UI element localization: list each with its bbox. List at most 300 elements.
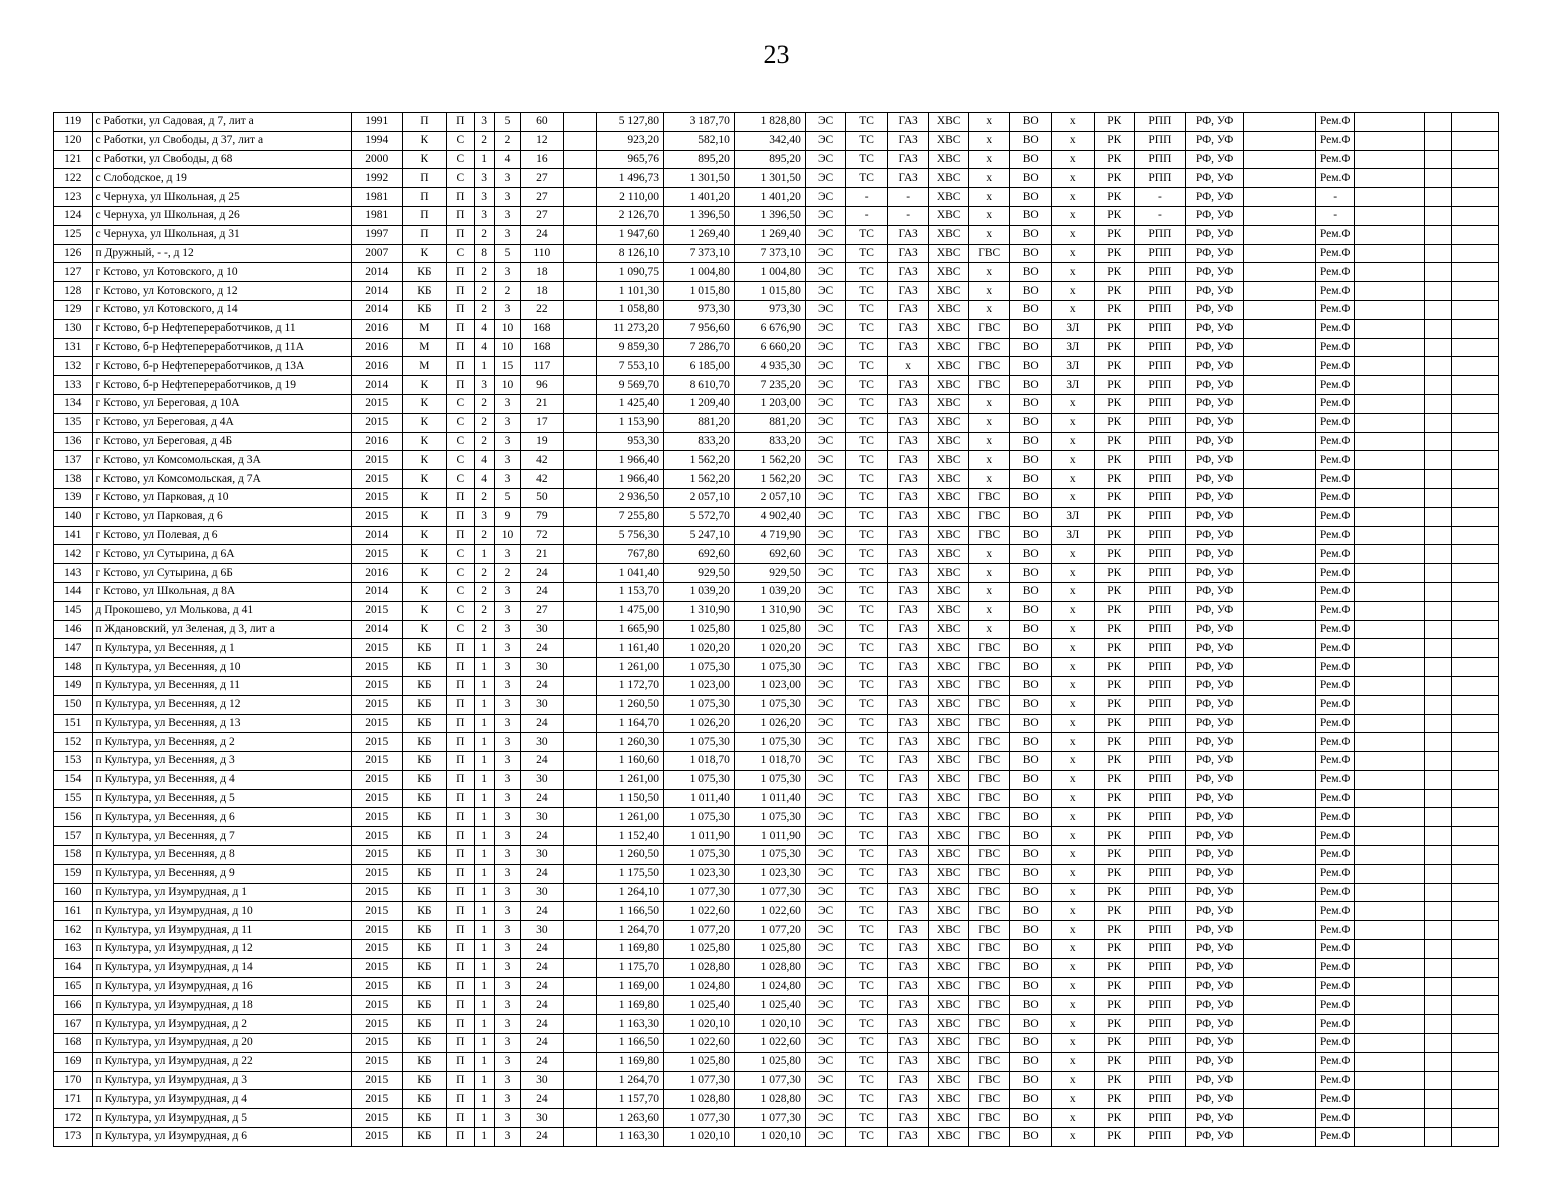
- cell-address: г Кстово, ул Комсомольская, д 3А: [92, 451, 351, 470]
- cell-facade: РФ, УФ: [1185, 169, 1244, 188]
- table-row: [54, 263, 1499, 282]
- cell-entrances: 1: [474, 1071, 494, 1090]
- cell-facade: РФ, УФ: [1185, 714, 1244, 733]
- table-row: [54, 188, 1499, 207]
- cell-garbage: х: [1051, 620, 1094, 639]
- cell-blank-b: [1354, 1034, 1424, 1053]
- cell-project-type: С: [447, 150, 474, 169]
- cell-address: п Культура, ул Весенняя, д 6: [92, 808, 351, 827]
- cell-year: 2014: [351, 282, 402, 301]
- cell-blank-d: [1452, 169, 1499, 188]
- cell-blank-b: [1354, 714, 1424, 733]
- cell-blank-b: [1354, 601, 1424, 620]
- cell-blank-b: [1354, 1109, 1424, 1128]
- cell-roof: РК: [1094, 620, 1135, 639]
- cell-cold-water: ХВС: [929, 958, 969, 977]
- cell-row-number: 169: [54, 1052, 93, 1071]
- cell-elevator: РПП: [1135, 676, 1186, 695]
- cell-row-number: 128: [54, 282, 93, 301]
- cell-heating: ТС: [846, 413, 888, 432]
- cell-entrances: 4: [474, 451, 494, 470]
- cell-hot-water: х: [968, 150, 1010, 169]
- cell-total-area: 1 172,70: [597, 676, 664, 695]
- cell-blank-c: [1424, 413, 1451, 432]
- cell-floors: 5: [494, 113, 520, 132]
- cell-hot-water: ГВС: [968, 526, 1010, 545]
- cell-project-type: П: [447, 958, 474, 977]
- cell-heating: ТС: [846, 883, 888, 902]
- cell-heating: ТС: [846, 394, 888, 413]
- cell-drainage: ВО: [1010, 394, 1052, 413]
- cell-living-area: 1 028,80: [663, 1090, 734, 1109]
- cell-gas: ГАЗ: [887, 582, 929, 601]
- table-row: [54, 940, 1499, 959]
- cell-facade: РФ, УФ: [1185, 601, 1244, 620]
- cell-apartments: 30: [521, 658, 564, 677]
- cell-row-number: 139: [54, 488, 93, 507]
- cell-address: г Кстово, ул Береговая, д 4Б: [92, 432, 351, 451]
- cell-heating: ТС: [846, 977, 888, 996]
- cell-facade: РФ, УФ: [1185, 488, 1244, 507]
- cell-power: ЭС: [805, 714, 846, 733]
- table-row: [54, 620, 1499, 639]
- cell-apartments: 24: [521, 1015, 564, 1034]
- cell-project-type: П: [447, 808, 474, 827]
- cell-living-area: 1 026,20: [663, 714, 734, 733]
- cell-floors: 3: [494, 470, 520, 489]
- cell-heating: ТС: [846, 150, 888, 169]
- cell-project-type: П: [447, 1015, 474, 1034]
- cell-year: 2015: [351, 808, 402, 827]
- cell-heating: ТС: [846, 357, 888, 376]
- cell-heating: ТС: [846, 319, 888, 338]
- cell-project-type: П: [447, 827, 474, 846]
- cell-row-number: 126: [54, 244, 93, 263]
- cell-living-area: 929,50: [663, 564, 734, 583]
- cell-hot-water: ГВС: [968, 357, 1010, 376]
- cell-blank-c: [1424, 1109, 1451, 1128]
- cell-blank-b: [1354, 921, 1424, 940]
- table-row: [54, 282, 1499, 301]
- cell-heating: ТС: [846, 958, 888, 977]
- cell-blank-b: [1354, 169, 1424, 188]
- cell-blank-c: [1424, 827, 1451, 846]
- cell-blank-b: [1354, 225, 1424, 244]
- cell-total-area: 1 169,80: [597, 940, 664, 959]
- cell-private-area: 1 562,20: [734, 470, 805, 489]
- cell-project-type: П: [447, 1034, 474, 1053]
- cell-address: п Культура, ул Изумрудная, д 16: [92, 977, 351, 996]
- cell-roof: РК: [1094, 921, 1135, 940]
- table-row: [54, 526, 1499, 545]
- cell-drainage: ВО: [1010, 996, 1052, 1015]
- cell-year: 2014: [351, 300, 402, 319]
- cell-blank-c: [1424, 1071, 1451, 1090]
- cell-total-area: 5 756,30: [597, 526, 664, 545]
- cell-project-type: П: [447, 188, 474, 207]
- cell-elevator: РПП: [1135, 1109, 1186, 1128]
- cell-year: 2015: [351, 1015, 402, 1034]
- cell-floors: 3: [494, 394, 520, 413]
- cell-total-area: 953,30: [597, 432, 664, 451]
- cell-hot-water: ГВС: [968, 864, 1010, 883]
- cell-wall-material: КБ: [402, 770, 447, 789]
- cell-hot-water: ГВС: [968, 733, 1010, 752]
- cell-garbage: х: [1051, 206, 1094, 225]
- cell-cold-water: ХВС: [929, 319, 969, 338]
- cell-wall-material: КБ: [402, 695, 447, 714]
- cell-hot-water: х: [968, 300, 1010, 319]
- cell-heating: ТС: [846, 113, 888, 132]
- cell-hot-water: ГВС: [968, 883, 1010, 902]
- table-row: [54, 658, 1499, 677]
- cell-power: ЭС: [805, 977, 846, 996]
- cell-blank-b: [1354, 206, 1424, 225]
- cell-blank-c: [1424, 958, 1451, 977]
- cell-address: п Дружный, - -, д 12: [92, 244, 351, 263]
- cell-gas: ГАЗ: [887, 169, 929, 188]
- cell-repair-fund: Рем.Ф: [1316, 902, 1355, 921]
- cell-power: ЭС: [805, 1128, 846, 1147]
- cell-heating: ТС: [846, 1071, 888, 1090]
- cell-facade: РФ, УФ: [1185, 921, 1244, 940]
- cell-floors: 3: [494, 958, 520, 977]
- cell-extra: [563, 300, 596, 319]
- cell-address: п Ждановский, ул Зеленая, д 3, лит а: [92, 620, 351, 639]
- cell-facade: РФ, УФ: [1185, 1109, 1244, 1128]
- table-row: [54, 1109, 1499, 1128]
- cell-wall-material: К: [402, 582, 447, 601]
- cell-drainage: ВО: [1010, 921, 1052, 940]
- cell-extra: [563, 470, 596, 489]
- cell-blank-d: [1452, 413, 1499, 432]
- cell-gas: ГАЗ: [887, 150, 929, 169]
- cell-blank-a: [1244, 620, 1316, 639]
- cell-elevator: -: [1135, 188, 1186, 207]
- cell-drainage: ВО: [1010, 1109, 1052, 1128]
- cell-garbage: х: [1051, 1109, 1094, 1128]
- cell-power: ЭС: [805, 846, 846, 865]
- cell-project-type: С: [447, 413, 474, 432]
- cell-extra: [563, 864, 596, 883]
- cell-drainage: ВО: [1010, 601, 1052, 620]
- cell-project-type: П: [447, 488, 474, 507]
- cell-roof: РК: [1094, 940, 1135, 959]
- cell-repair-fund: Рем.Ф: [1316, 545, 1355, 564]
- cell-roof: РК: [1094, 958, 1135, 977]
- cell-blank-c: [1424, 338, 1451, 357]
- cell-wall-material: К: [402, 394, 447, 413]
- cell-total-area: 7 255,80: [597, 507, 664, 526]
- cell-row-number: 141: [54, 526, 93, 545]
- cell-row-number: 119: [54, 113, 93, 132]
- cell-project-type: С: [447, 545, 474, 564]
- cell-blank-a: [1244, 300, 1316, 319]
- cell-blank-b: [1354, 770, 1424, 789]
- cell-project-type: П: [447, 1128, 474, 1147]
- cell-facade: РФ, УФ: [1185, 1090, 1244, 1109]
- cell-blank-a: [1244, 488, 1316, 507]
- cell-drainage: ВО: [1010, 206, 1052, 225]
- cell-elevator: РПП: [1135, 1128, 1186, 1147]
- cell-apartments: 24: [521, 996, 564, 1015]
- cell-roof: РК: [1094, 601, 1135, 620]
- cell-wall-material: КБ: [402, 996, 447, 1015]
- cell-floors: 3: [494, 996, 520, 1015]
- cell-floors: 3: [494, 300, 520, 319]
- cell-total-area: 1 163,30: [597, 1015, 664, 1034]
- cell-private-area: 1 301,50: [734, 169, 805, 188]
- cell-total-area: 1 496,73: [597, 169, 664, 188]
- cell-floors: 4: [494, 150, 520, 169]
- cell-facade: РФ, УФ: [1185, 582, 1244, 601]
- cell-roof: РК: [1094, 808, 1135, 827]
- cell-garbage: х: [1051, 958, 1094, 977]
- cell-wall-material: П: [402, 188, 447, 207]
- cell-entrances: 3: [474, 113, 494, 132]
- cell-blank-d: [1452, 977, 1499, 996]
- cell-blank-c: [1424, 1128, 1451, 1147]
- cell-total-area: 1 264,10: [597, 883, 664, 902]
- cell-wall-material: КБ: [402, 921, 447, 940]
- cell-extra: [563, 996, 596, 1015]
- cell-blank-b: [1354, 131, 1424, 150]
- cell-elevator: РПП: [1135, 432, 1186, 451]
- cell-project-type: П: [447, 770, 474, 789]
- cell-cold-water: ХВС: [929, 902, 969, 921]
- cell-row-number: 166: [54, 996, 93, 1015]
- cell-wall-material: К: [402, 564, 447, 583]
- table-row: [54, 601, 1499, 620]
- cell-year: 2015: [351, 827, 402, 846]
- table-row: [54, 564, 1499, 583]
- cell-heating: ТС: [846, 808, 888, 827]
- cell-elevator: РПП: [1135, 263, 1186, 282]
- cell-roof: РК: [1094, 282, 1135, 301]
- cell-wall-material: КБ: [402, 808, 447, 827]
- cell-power: ЭС: [805, 488, 846, 507]
- cell-elevator: РПП: [1135, 413, 1186, 432]
- cell-total-area: 1 058,80: [597, 300, 664, 319]
- cell-total-area: 1 163,30: [597, 1128, 664, 1147]
- cell-blank-b: [1354, 958, 1424, 977]
- cell-private-area: 1 025,40: [734, 996, 805, 1015]
- cell-living-area: 1 011,90: [663, 827, 734, 846]
- cell-cold-water: ХВС: [929, 658, 969, 677]
- cell-private-area: 1 562,20: [734, 451, 805, 470]
- cell-facade: РФ, УФ: [1185, 620, 1244, 639]
- cell-gas: ГАЗ: [887, 958, 929, 977]
- cell-facade: РФ, УФ: [1185, 376, 1244, 395]
- cell-extra: [563, 940, 596, 959]
- cell-repair-fund: Рем.Ф: [1316, 507, 1355, 526]
- cell-year: 2015: [351, 394, 402, 413]
- cell-floors: 3: [494, 902, 520, 921]
- cell-wall-material: К: [402, 526, 447, 545]
- cell-address: п Культура, ул Изумрудная, д 14: [92, 958, 351, 977]
- cell-address: п Культура, ул Изумрудная, д 1: [92, 883, 351, 902]
- cell-garbage: х: [1051, 1015, 1094, 1034]
- cell-heating: ТС: [846, 526, 888, 545]
- cell-facade: РФ, УФ: [1185, 695, 1244, 714]
- cell-blank-d: [1452, 714, 1499, 733]
- cell-power: ЭС: [805, 526, 846, 545]
- cell-power: ЭС: [805, 432, 846, 451]
- cell-address: г Кстово, ул Береговая, д 4А: [92, 413, 351, 432]
- cell-blank-c: [1424, 582, 1451, 601]
- cell-heating: ТС: [846, 507, 888, 526]
- cell-heating: ТС: [846, 169, 888, 188]
- cell-extra: [563, 432, 596, 451]
- cell-private-area: 929,50: [734, 564, 805, 583]
- cell-garbage: ЗЛ: [1051, 319, 1094, 338]
- cell-extra: [563, 827, 596, 846]
- cell-extra: [563, 188, 596, 207]
- cell-total-area: 1 153,70: [597, 582, 664, 601]
- cell-row-number: 147: [54, 639, 93, 658]
- cell-floors: 3: [494, 413, 520, 432]
- cell-facade: РФ, УФ: [1185, 338, 1244, 357]
- cell-garbage: х: [1051, 846, 1094, 865]
- cell-blank-b: [1354, 1052, 1424, 1071]
- cell-hot-water: ГВС: [968, 676, 1010, 695]
- cell-garbage: ЗЛ: [1051, 357, 1094, 376]
- cell-repair-fund: Рем.Ф: [1316, 1052, 1355, 1071]
- cell-row-number: 170: [54, 1071, 93, 1090]
- cell-blank-c: [1424, 470, 1451, 489]
- cell-gas: ГАЗ: [887, 733, 929, 752]
- cell-power: ЭС: [805, 940, 846, 959]
- cell-elevator: РПП: [1135, 940, 1186, 959]
- cell-roof: РК: [1094, 827, 1135, 846]
- cell-living-area: 1 023,00: [663, 676, 734, 695]
- cell-power: ЭС: [805, 338, 846, 357]
- cell-floors: 3: [494, 808, 520, 827]
- cell-garbage: х: [1051, 263, 1094, 282]
- cell-apartments: 50: [521, 488, 564, 507]
- cell-gas: ГАЗ: [887, 225, 929, 244]
- cell-year: 2015: [351, 470, 402, 489]
- cell-hot-water: ГВС: [968, 338, 1010, 357]
- cell-entrances: 2: [474, 413, 494, 432]
- cell-year: 2015: [351, 545, 402, 564]
- cell-facade: РФ, УФ: [1185, 300, 1244, 319]
- cell-power: ЭС: [805, 545, 846, 564]
- cell-floors: 3: [494, 206, 520, 225]
- cell-roof: РК: [1094, 225, 1135, 244]
- cell-garbage: х: [1051, 564, 1094, 583]
- cell-blank-b: [1354, 188, 1424, 207]
- cell-row-number: 133: [54, 376, 93, 395]
- cell-roof: РК: [1094, 470, 1135, 489]
- cell-heating: ТС: [846, 564, 888, 583]
- cell-hot-water: х: [968, 282, 1010, 301]
- cell-living-area: 1 077,20: [663, 921, 734, 940]
- cell-blank-c: [1424, 507, 1451, 526]
- cell-entrances: 1: [474, 639, 494, 658]
- cell-hot-water: ГВС: [968, 846, 1010, 865]
- cell-drainage: ВО: [1010, 883, 1052, 902]
- cell-garbage: х: [1051, 827, 1094, 846]
- cell-garbage: х: [1051, 1071, 1094, 1090]
- cell-gas: ГАЗ: [887, 319, 929, 338]
- cell-facade: РФ, УФ: [1185, 1071, 1244, 1090]
- cell-heating: ТС: [846, 282, 888, 301]
- cell-blank-d: [1452, 770, 1499, 789]
- cell-roof: РК: [1094, 846, 1135, 865]
- cell-elevator: РПП: [1135, 770, 1186, 789]
- cell-repair-fund: Рем.Ф: [1316, 282, 1355, 301]
- cell-floors: 3: [494, 188, 520, 207]
- cell-blank-a: [1244, 319, 1316, 338]
- table-row: [54, 150, 1499, 169]
- cell-cold-water: ХВС: [929, 752, 969, 771]
- cell-blank-d: [1452, 113, 1499, 132]
- cell-project-type: П: [447, 639, 474, 658]
- cell-roof: РК: [1094, 1109, 1135, 1128]
- cell-gas: ГАЗ: [887, 394, 929, 413]
- cell-entrances: 4: [474, 338, 494, 357]
- cell-blank-a: [1244, 1128, 1316, 1147]
- cell-apartments: 30: [521, 921, 564, 940]
- cell-entrances: 1: [474, 1052, 494, 1071]
- cell-living-area: 1 020,10: [663, 1015, 734, 1034]
- cell-power: ЭС: [805, 319, 846, 338]
- cell-repair-fund: Рем.Ф: [1316, 676, 1355, 695]
- cell-roof: РК: [1094, 864, 1135, 883]
- cell-blank-c: [1424, 789, 1451, 808]
- cell-total-area: 9 859,30: [597, 338, 664, 357]
- cell-hot-water: ГВС: [968, 977, 1010, 996]
- cell-drainage: ВО: [1010, 1071, 1052, 1090]
- cell-heating: ТС: [846, 432, 888, 451]
- cell-row-number: 143: [54, 564, 93, 583]
- cell-total-area: 965,76: [597, 150, 664, 169]
- table-row: [54, 545, 1499, 564]
- cell-total-area: 1 166,50: [597, 1034, 664, 1053]
- cell-cold-water: ХВС: [929, 394, 969, 413]
- cell-gas: -: [887, 206, 929, 225]
- cell-private-area: 1 023,00: [734, 676, 805, 695]
- cell-entrances: 8: [474, 244, 494, 263]
- cell-drainage: ВО: [1010, 1015, 1052, 1034]
- cell-power: ЭС: [805, 263, 846, 282]
- cell-power: ЭС: [805, 921, 846, 940]
- cell-blank-a: [1244, 169, 1316, 188]
- cell-facade: РФ, УФ: [1185, 996, 1244, 1015]
- cell-garbage: х: [1051, 1052, 1094, 1071]
- cell-wall-material: КБ: [402, 1034, 447, 1053]
- cell-power: ЭС: [805, 470, 846, 489]
- table-row: [54, 1015, 1499, 1034]
- cell-hot-water: х: [968, 470, 1010, 489]
- cell-blank-d: [1452, 902, 1499, 921]
- cell-blank-a: [1244, 113, 1316, 132]
- cell-elevator: РПП: [1135, 1090, 1186, 1109]
- cell-elevator: РПП: [1135, 658, 1186, 677]
- cell-address: с Чернуха, ул Школьная, д 31: [92, 225, 351, 244]
- table-row: [54, 639, 1499, 658]
- cell-apartments: 24: [521, 827, 564, 846]
- cell-blank-c: [1424, 620, 1451, 639]
- cell-elevator: РПП: [1135, 883, 1186, 902]
- cell-cold-water: ХВС: [929, 451, 969, 470]
- cell-extra: [563, 1071, 596, 1090]
- cell-heating: ТС: [846, 1090, 888, 1109]
- cell-garbage: х: [1051, 996, 1094, 1015]
- cell-blank-d: [1452, 282, 1499, 301]
- cell-hot-water: ГВС: [968, 752, 1010, 771]
